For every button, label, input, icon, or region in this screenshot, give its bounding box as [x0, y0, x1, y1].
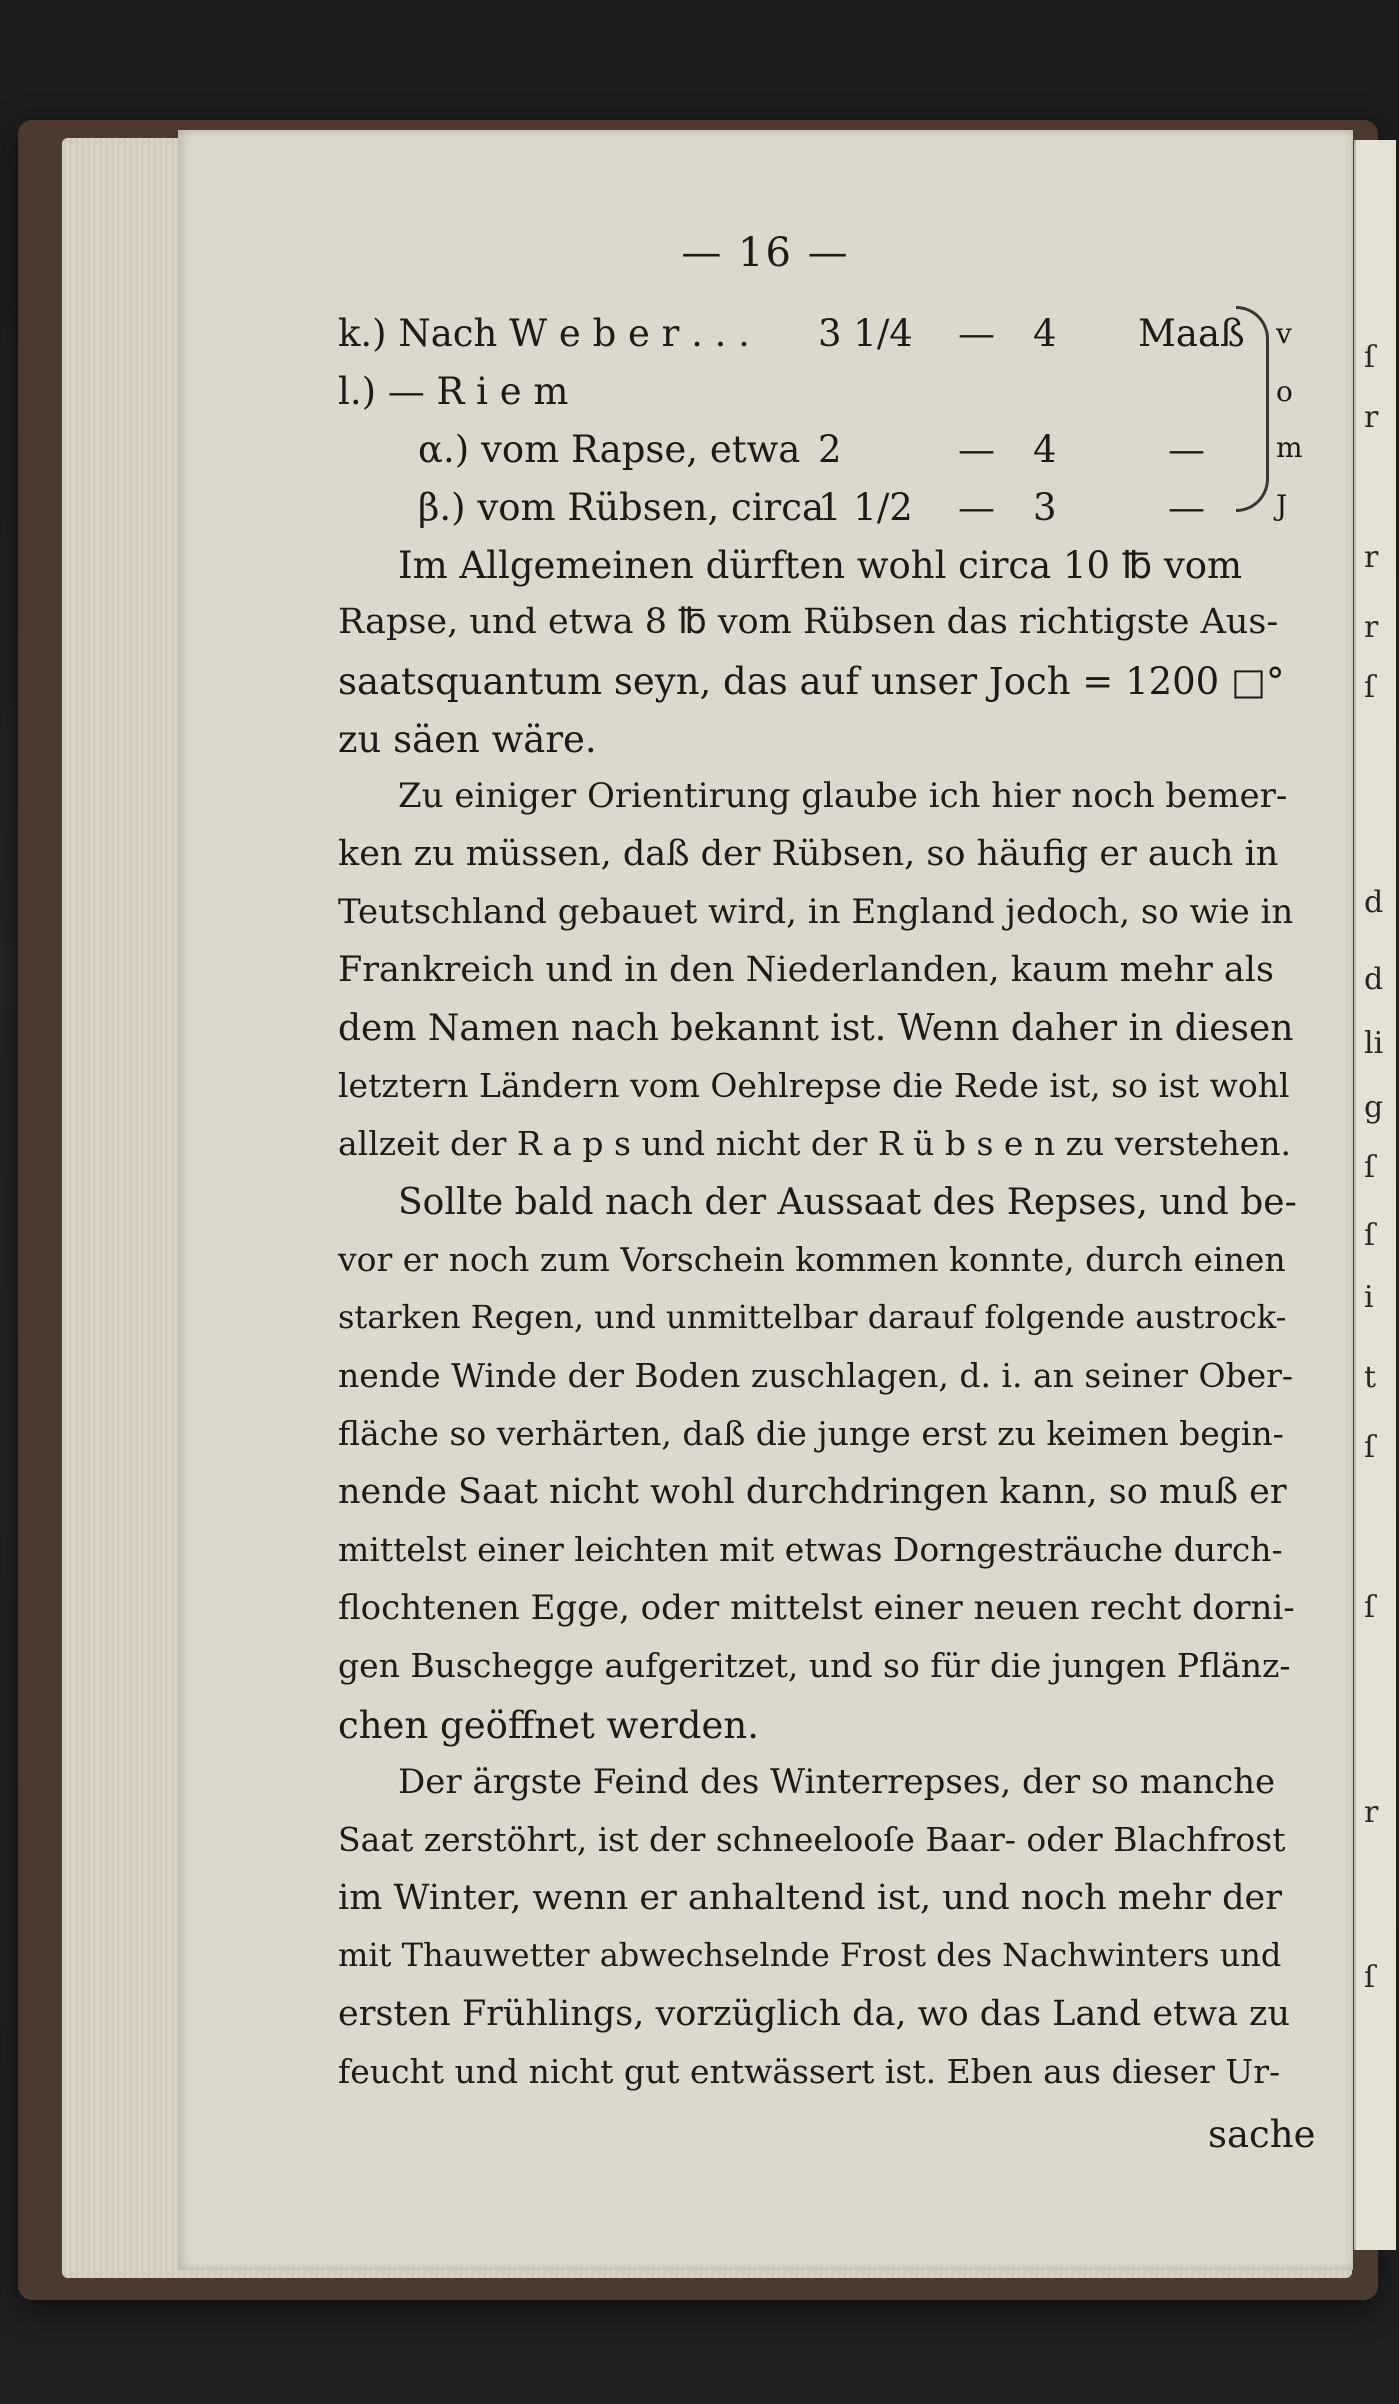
curly-brace-icon: [1236, 306, 1269, 512]
table-row-to: 4: [1033, 428, 1057, 471]
next-page-letter: ſ: [1364, 1960, 1376, 1995]
text-line: Der ärgste Feind des Winterrepses, der so manche: [398, 1762, 1276, 1802]
table-row-dash: —: [958, 428, 995, 471]
text-line: flochtenen Egge, oder mittelst einer neuen recht dorni-: [338, 1588, 1295, 1628]
text-line: Frankreich und in den Niederlanden, kaum mehr als: [338, 950, 1274, 990]
table-row-to: 3: [1033, 486, 1057, 529]
brace-label: o: [1276, 375, 1293, 408]
text-line: saatsquantum seyn, das auf unser Joch = 1200 □°: [338, 660, 1285, 703]
text-line: Saat zerstöhrt, ist der schneelooſe Baar- oder Blachfrost: [338, 1820, 1286, 1859]
text-line: ken zu müssen, daß der Rübsen, so häufig er auch in: [338, 834, 1279, 874]
table-row-dash: —: [958, 486, 995, 529]
table-row-from: 1 1/2: [818, 486, 913, 529]
next-page-letter: ſ: [1364, 1150, 1376, 1185]
table-row-unit: —: [1168, 486, 1205, 529]
text-line: starken Regen, und unmittelbar darauf folgende austrock-: [338, 1298, 1287, 1336]
text-line: Zu einiger Orientirung glaube ich hier noch bemer-: [398, 776, 1288, 816]
text-line: im Winter, wenn er anhaltend ist, und noch mehr der: [338, 1878, 1282, 1918]
table-row-label: k.) Nach W e b e r . . .: [338, 312, 750, 355]
text-line: dem Namen nach bekannt ist. Wenn daher in diesen: [338, 1008, 1294, 1049]
brace-label: v: [1276, 317, 1292, 350]
next-page-letter: ſ: [1364, 670, 1376, 705]
text-line: fläche so verhärten, daß die junge erst zu keimen begin-: [338, 1414, 1284, 1453]
text-line: vor er noch zum Vorschein kommen konnte, durch einen: [338, 1240, 1286, 1279]
next-page-letter: r: [1364, 610, 1379, 645]
table-row: [338, 312, 750, 355]
next-page-letter: ſ: [1364, 1430, 1376, 1465]
table-row-label: β.) vom Rübsen, circa: [418, 486, 825, 529]
text-line: nende Saat nicht wohl durchdringen kann, so muß er: [338, 1472, 1287, 1512]
next-page-letter: ſ: [1364, 340, 1376, 375]
next-page-edge: [1354, 140, 1396, 2250]
next-page-letter: r: [1364, 540, 1379, 575]
text-line: Teutschland gebauet wird, in England jedoch, so wie in: [338, 892, 1294, 932]
text-line: letztern Ländern vom Oehlrepse die Rede ist, so ist wohl: [338, 1066, 1290, 1105]
text-line: ersten Frühlings, vorzüglich da, wo das Land etwa zu: [338, 1994, 1291, 2034]
next-page-letter: r: [1364, 1795, 1379, 1830]
text-line: zu säen wäre.: [338, 718, 597, 761]
table-row-to: 4: [1033, 312, 1057, 355]
page-number: — 16 —: [681, 230, 850, 276]
text-line: Im Allgemeinen dürften wohl circa 10 ℔ vom: [398, 544, 1243, 587]
text-line: nende Winde der Boden zuschlagen, d. i. an seiner Ober-: [338, 1356, 1294, 1395]
next-page-letter: d: [1364, 885, 1384, 920]
table-row-from: 3 1/4: [818, 312, 913, 355]
table-row-unit: —: [1168, 428, 1205, 471]
next-page-letter: li: [1364, 1026, 1384, 1061]
text-line: feucht und nicht gut entwässert ist. Eben aus dieser Ur-: [338, 2052, 1281, 2091]
next-page-letter: ſ: [1364, 1590, 1376, 1625]
text-line: mit Thauwetter abwechselnde Frost des Nachwinters und: [338, 1936, 1282, 1974]
next-page-letter: d: [1364, 962, 1384, 997]
text-line: mittelst einer leichten mit etwas Dorngesträuche durch-: [338, 1530, 1283, 1569]
text-line: allzeit der R a p s und nicht der R ü b s e n zu verstehen.: [338, 1124, 1292, 1163]
next-page-letter: g: [1364, 1090, 1384, 1125]
table-row: [418, 428, 801, 471]
text-line: Sollte bald nach der Aussaat des Repses, und be-: [398, 1182, 1297, 1223]
brace-label: J: [1276, 489, 1288, 522]
table-row: [418, 486, 825, 529]
brace-label: m: [1276, 431, 1303, 464]
next-page-letter: r: [1364, 400, 1379, 435]
book-page: [178, 130, 1353, 2270]
table-row-label: l.) — R i e m: [338, 370, 569, 413]
table-row-dash: —: [958, 312, 995, 355]
text-line: Rapse, und etwa 8 ℔ vom Rübsen das richtigste Aus-: [338, 602, 1279, 642]
text-line: gen Buschegge aufgeritzet, und so für die jungen Pflänz-: [338, 1646, 1291, 1685]
table-row-label: α.) vom Rapse, etwa: [418, 428, 801, 471]
table-row: [338, 370, 569, 413]
table-row-unit: Maaß: [1138, 312, 1245, 355]
table-row-from: 2: [818, 428, 842, 471]
next-page-letter: i: [1364, 1280, 1374, 1315]
next-page-letter: ſ: [1364, 1218, 1376, 1253]
text-line: chen geöffnet werden.: [338, 1704, 759, 1747]
catchword: sache: [1208, 2113, 1316, 2156]
next-page-letter: t: [1364, 1360, 1377, 1395]
